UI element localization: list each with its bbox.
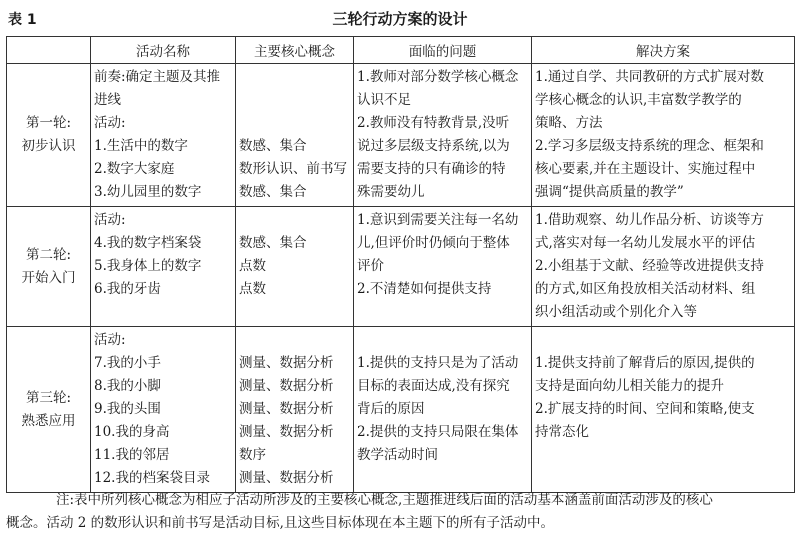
solutions-cell: 1.提供支持前了解背后的原因,提供的 支持是面向幼儿相关能力的提升 2.扩展支持的时间、空间和策略,使支 持常态化 — [532, 327, 795, 493]
header-solutions: 解决方案 — [532, 37, 795, 64]
table-row — [7, 207, 795, 327]
round-cell: 第三轮: 熟悉应用 — [7, 327, 91, 493]
concepts-cell: 测量、数据分析 测量、数据分析 测量、数据分析 测量、数据分析 数序 测量、数据分析 — [236, 327, 354, 493]
solutions-cell: 1.借助观察、幼儿作品分析、访谈等方 式,落实对每一名幼儿发展水平的评估 2.小组基于文献、经验等改进提供支持 的方式,如区角投放相关活动材料、组 织小组活动或个别化介入等 — [532, 207, 795, 327]
table-number: 表 1 — [8, 12, 37, 28]
round-cell: 第一轮: 初步认识 — [7, 64, 91, 207]
concepts-cell: 数感、集合 点数 点数 — [236, 207, 354, 327]
solutions-cell: 1.通过自学、共同教研的方式扩展对数 学核心概念的认识,丰富数学教学的 策略、方法 2.学习多层级支持系统的理念、框架和 核心要素,并在主题设计、实施过程中 强调“提供高质量的教学” — [532, 64, 795, 207]
table-row — [7, 327, 795, 493]
note-line: 概念。活动 2 的数形认识和前书写是活动目标,且这些目标体现在本主题下的所有子活动中。 — [6, 515, 554, 531]
activities-cell: 前奏:确定主题及其推 进线 活动: 1.生活中的数字 2.数字大家庭 3.幼儿园里的数字 — [91, 64, 236, 207]
table-caption — [6, 8, 794, 28]
round-cell: 第二轮: 开始入门 — [7, 207, 91, 327]
table-row — [7, 64, 795, 207]
header-core-concepts: 主要核心概念 — [236, 37, 354, 64]
action-plan-table — [6, 36, 795, 493]
activities-cell: 活动: 7.我的小手 8.我的小脚 9.我的头围 10.我的身高 11.我的邻居 12.我的档案袋目录 — [91, 327, 236, 493]
header-activity-name: 活动名称 — [91, 37, 236, 64]
problems-cell: 1.教师对部分数学核心概念 认识不足 2.教师没有特教背景,没听 说过多层级支持系统,以为 需要支持的只有确诊的特 殊需要幼儿 — [354, 64, 532, 207]
header-problems: 面临的问题 — [354, 37, 532, 64]
concepts-cell: 数感、集合 数形认识、前书写 数感、集合 — [236, 64, 354, 207]
header-round — [7, 37, 91, 64]
problems-cell: 1.提供的支持只是为了活动 目标的表面达成,没有探究 背后的原因 2.提供的支持只局限在集体 教学活动时间 — [354, 327, 532, 493]
table-header-row — [7, 37, 795, 64]
problems-cell: 1.意识到需要关注每一名幼 儿,但评价时仍倾向于整体 评价 2.不清楚如何提供支持 — [354, 207, 532, 327]
note-line: 注:表中所列核心概念为相应子活动所涉及的主要核心概念,主题推进线后面的活动基本涵盖前面活动涉及的核心 — [56, 492, 713, 508]
table-note — [6, 489, 794, 535]
activities-cell: 活动: 4.我的数字档案袋 5.我身体上的数字 6.我的牙齿 — [91, 207, 236, 327]
table-title: 三轮行动方案的设计 — [332, 10, 468, 28]
